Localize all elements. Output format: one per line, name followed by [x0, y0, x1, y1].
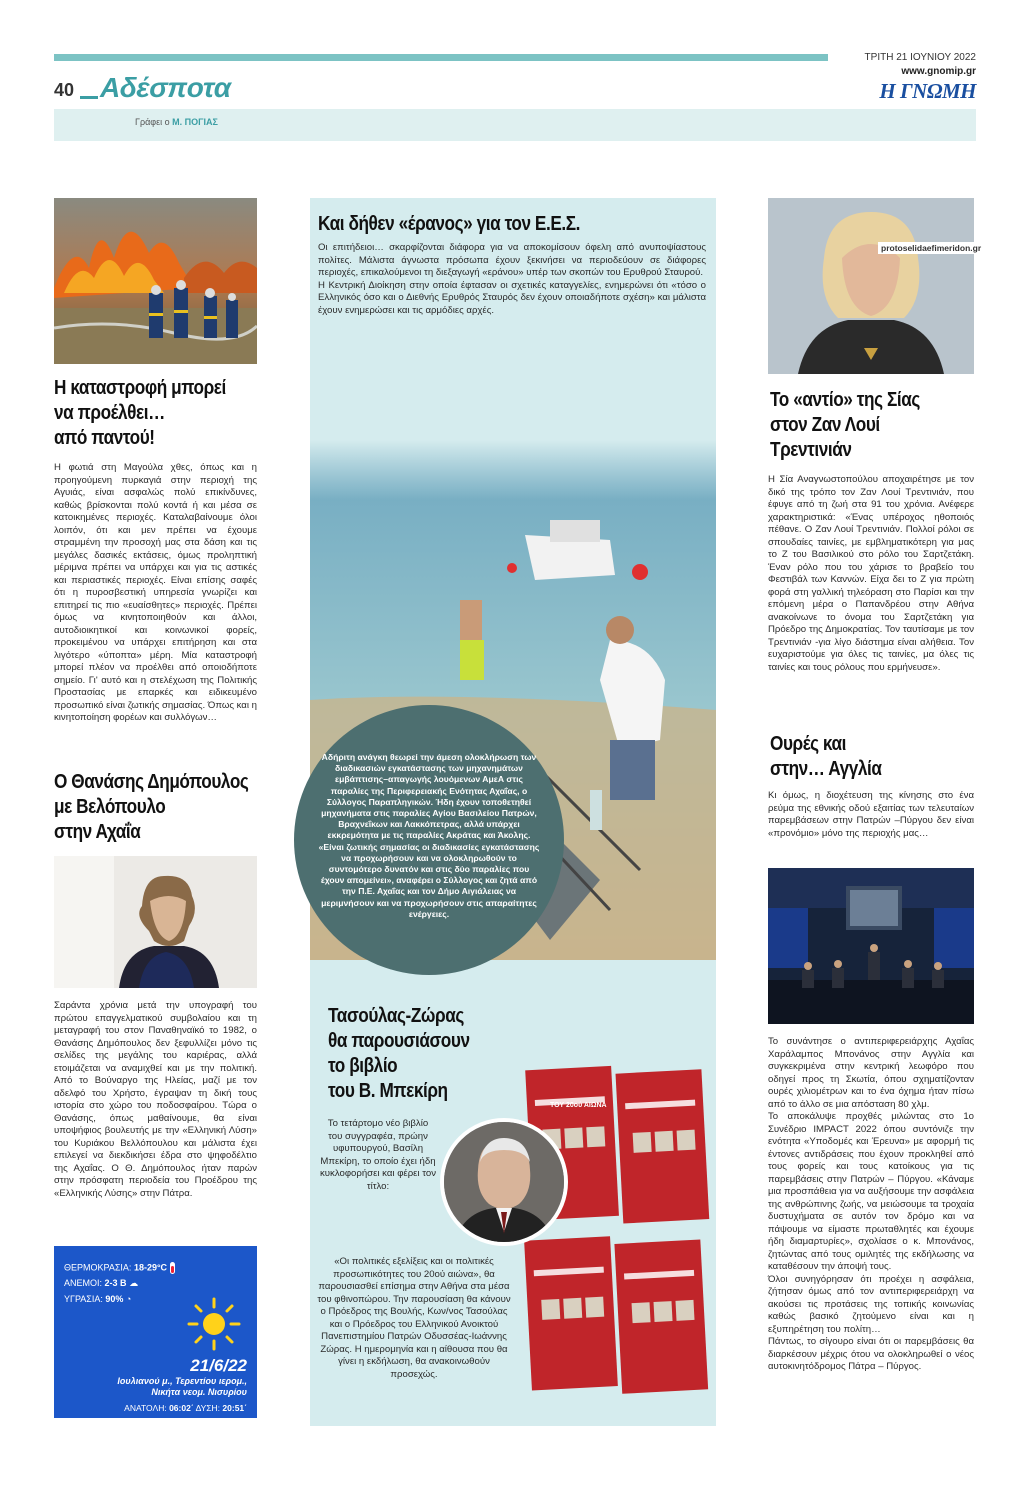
queues-intro: Κι όμως, η διοχέτευση της κίνησης στο ένα ρεύμα της εθνικής οδού εξαιτίας των τελευταίων παρεμβάσεων στην Πατρών –Πύργου δεν είναι «προνόμιο» μόνο της περιοχής μας…: [768, 790, 974, 839]
thermometer-icon: [170, 1262, 175, 1274]
queues-paragraph: Το συνάντησε ο αντιπεριφερειάρχης Αχαΐας Χαράλαμπος Μπονάνος στην Αγγλία και συγκεκριμένα στην κεντρική λεωφόρο που οδηγεί προς τη Σκωτία, όπου σχηματίζονταν ουρές χιλιομέτρων και το ένα όχημα ήταν πίσω από το άλλο σε μια απόσταση 80 χλμ.: [768, 1036, 974, 1110]
weather-temp: [64, 1262, 175, 1274]
fire-photo-icon: [54, 198, 257, 364]
section-dash: [80, 96, 98, 99]
wind-icon: ☁: [129, 1278, 139, 1288]
sunrise-label: ΑΝΑΤΟΛΗ:: [124, 1403, 167, 1413]
page-number: 40: [54, 80, 75, 100]
date: ΤΡΙΤΗ 21 ΙΟΥΝΙΟΥ 2022: [864, 52, 976, 63]
weather-temp-label: ΘΕΡΜΟΚΡΑΣΙΑ:: [64, 1262, 132, 1273]
article1-body: Η φωτιά στη Μαγούλα χθες, όπως και η προηγούμενη πυρκαγιά στην περιοχή της Αγυιάς, είναι ασφαλώς πολύ επικίνδυνες, καθώς βρίσκονται πολύ κοντά ή και μέσα σε κατοικημένες περιοχές. Καταλαβαίνουμε όλοι λοιπόν, ότι και μεν πρέπει να έχουμε στραμμένη την προσοχή μας στα δάση και τις μεγάλες δασικές εκτάσεις, όμως προληπτική μέριμνα πρέπει να υπάρχει και για τις αστικές και περιαστικές περιοχές. Είναι επίσης σαφές ότι η πυροσβεστική υπηρεσία γνωρίζει και επιτηρεί τις πιο «ευαίσθητες» περιοχές. Πρέπει όμως να κινητοποιηθούν και άλλοι, αυτοδιοικητικοί και κοινωνικοί φορείς, προκειμένου να υπάρχει επιτήρηση και στα λιγότερο «ύποπτα» μέρη. Μία καταστροφή μπορεί πλέον να προέλθει από οποιοδήποτε σημείο. Γι' αυτό και η στελέχωση της Πολιτικής Προστασίας με επαρκές και ειδικευμένο προσωπικό είναι ζωτικής σημασίας. Όπως και η κινητοποίηση φορέων και συλλόγων…: [54, 462, 257, 723]
ees-body: [318, 242, 706, 317]
ees-paragraph: Η Κεντρική Διοίκηση στην οποία έφτασαν οι σχετικές καταγγελίες, ενημερώνει ότι «τόσο ο Ελληνικός όσο και ο Διεθνής Ερυθρός Σταυρός δεν έχουν οποιαδήποτε σχέση» και μάλιστα έχουν ενημερώσει και τις αρμόδιες αρχές.: [318, 279, 706, 316]
book-covers: [514, 1056, 714, 1416]
byline: [135, 117, 218, 127]
book-covers-icon: [514, 1056, 714, 1416]
sun-icon: [186, 1296, 242, 1352]
headline-line: με Βελόπουλο: [54, 796, 166, 818]
section-title: Αδέσποτα: [100, 72, 231, 103]
weather-wind-label: ΑΝΕΜΟΙ:: [64, 1278, 103, 1288]
headline-line: θα παρουσιάσουν: [328, 1030, 470, 1052]
headline-line: Το «αντίο» της Σίας: [770, 389, 920, 411]
headline-line: Η καταστροφή μπορεί: [54, 377, 226, 399]
fire-photo: [54, 198, 257, 364]
top-accent-bar: [54, 54, 828, 61]
humidity-icon: ◔: [125, 1294, 132, 1304]
dimopoulos-photo: [54, 856, 257, 988]
weather-date: 21/6/22: [190, 1356, 247, 1375]
sia-headline: [770, 388, 968, 463]
headline-line: Τασούλας-Ζώρας: [328, 1005, 464, 1027]
sia-body: Η Σία Αναγνωστοπούλου αποχαιρέτησε με τον δικό της τρόπο τον Ζαν Λουί Τρεντινιάν, που έφυγε από τη ζωή στα 91 του χρόνια. Ανέφερε χαρακτηριστικά: «Ένας υπέροχος ηθοποιός πέθανε. Ο Ζαν Λουί Τρεντινιάν. Πολλοί ρόλοι σε σπουδαίες ταινίες, με εμβληματικότερη για μας το Ζ του Βασιλικού στο ρόλο του Σαρτζετάκη. Έναν ρόλο που του χάρισε το βραβείο του Φεστιβάλ των Καννών. Είχα δει το Ζ για πρώτη φορά στη γαλλική τηλεόραση στο Παρίσι και την επόμενη μέρα ο Παπανδρέου στην Αθήνα ανακοίνωνε το όνομα του Σαρτζετάκη για Πρόεδρο της Δημοκρατίας. Τον ταυτίσαμε με τον Τρεντινιάν -για λίγο διάστημα είναι αλήθεια. Τον ευχαριστούμε για όλες τις ταινίες, μα όλες τις ταινίες και τους ρόλους που ερμήνευσε».: [768, 474, 974, 673]
weather-temp-value: 18-29°C: [133, 1262, 168, 1273]
saints-line: Νικήτα νεομ. Νισυρίου: [151, 1387, 247, 1397]
book-series-title: ΤΟΥ 20ού ΑΙΩΝΑ: [550, 1102, 607, 1109]
queues-paragraph: Όλοι συνηγόρησαν ότι προέχει η ασφάλεια, ζήτησαν όμως από τον αντιπεριφερειάρχη να ακούσει τις προτάσεις της τοπικής κοινωνίας καθώς βασικό ζητούμενο είναι και η εξυπηρέτηση του πολίτη…: [768, 1273, 974, 1335]
paraplegic-circle-text: Αδήριτη ανάγκη θεωρεί την άμεση ολοκλήρωση των διαδικασιών εγκατάστασης των μηχανημάτων εμβάπτισης–απαγωγής λουόμενων ΑμεΑ στις παραλίες της Περιφερειακής Ενότητας Αχαΐας, ο Σύλλογος Παραπληγικών. Ήδη έχουν τοποθετηθεί μηχανήματα στις παραλίες Αγίου Βασιλείου Πατρών, Βραχνεΐκων και Λακκόπετρας, αλλά υπάρχει εκκρεμότητα με τις παραλίες Ακράτας και Άκολης. «Είναι ζωτικής σημασίας οι διαδικασίες εγκατάστασης να προχωρήσουν και να ολοκληρωθούν το συντομότερο δυνατόν και στις δύο παραλίες που έχουν απομείνει», αναφέρει ο Σύλλογος και ζητά από την Π.Ε. Αχαΐας και τον Δήμο Αιγιάλειας να μεριμνήσουν και να προχωρήσουν στις απαραίτητες ενέργειες.: [318, 752, 540, 919]
weather-wind: [64, 1278, 138, 1289]
byline-author: Μ. ΠΟΓΙΑΣ: [172, 117, 218, 127]
headline-line: στον Ζαν Λουί: [770, 414, 880, 436]
headline-line: από παντού!: [54, 427, 155, 449]
byline-prefix: Γράφει ο: [135, 117, 173, 127]
article1-headline: [54, 376, 252, 451]
sia-photo: [768, 198, 974, 374]
weather-sun-times: [124, 1403, 247, 1413]
weather-wind-value: 2-3 Β: [104, 1278, 127, 1288]
headline-line: το βιβλίο: [328, 1055, 398, 1077]
headline-line: Τρεντινιάν: [770, 439, 852, 461]
headline-line: να προέλθει…: [54, 402, 165, 424]
weather-box: [54, 1246, 257, 1418]
weather-humidity: [64, 1294, 131, 1304]
headline-line: στην Αχαΐα: [54, 821, 141, 843]
queues-headline: [770, 732, 968, 782]
weather-humidity-label: ΥΓΡΑΣΙΑ:: [64, 1294, 103, 1304]
weather-saints: [117, 1376, 247, 1398]
article2-headline: [54, 770, 252, 845]
headline-line: στην… Αγγλία: [770, 758, 882, 780]
headline-line: Ουρές και: [770, 733, 847, 755]
headline-line: Ο Θανάσης Δημόπουλος: [54, 771, 249, 793]
conference-photo: [768, 868, 974, 1024]
sunset-value: 20:51΄: [222, 1403, 247, 1413]
book-body-wide: «Οι πολιτικές εξελίξεις και οι πολιτικές προσωπικότητες του 20ού αιώνα», θα παρουσιασθεί επίσημα στην Αθήνα στα μέσα του φθινοπώρου. Την παρουσίαση θα κάνουν ο Πρόεδρος της Βουλής, Κων/νος Τασούλας και ο Πρόεδρος του Ελληνικού Ανοικτού Πανεπιστημίου Πατρών Οδυσσέας-Ιωάννης Ζώρας. Η ημερομηνία και η αίθουσα που θα γίνει η εκδήλωση, θα ανακοινωθούν προσεχώς.: [317, 1256, 511, 1380]
book-headline: [328, 1004, 500, 1104]
conference-stage-photo-icon: [768, 868, 974, 1024]
sunset-label: ΔΥΣΗ:: [195, 1403, 221, 1413]
weather-humidity-value: 90%: [105, 1294, 124, 1304]
watermark: protoselidaefimeridon.gr: [878, 242, 984, 254]
headline-line: του Β. Μπεκίρη: [328, 1080, 448, 1102]
bekiris-portrait: [440, 1118, 568, 1246]
queues-body: [768, 1036, 974, 1374]
saints-line: Ιουλιανού μ., Τερεντίου ιερομ.,: [117, 1376, 247, 1386]
man-portrait-icon: [54, 856, 257, 988]
woman-portrait-icon: [768, 198, 974, 374]
sunrise-value: 06:02΄: [169, 1403, 194, 1413]
book-body-narrow: Το τετάρτομο νέο βιβλίο του συγγραφέα, πρώην υφυπουργού, Βασίλη Μπεκίρη, το οποίο έχει ήδη κυκλοφορήσει και φέρει τον τίτλο:: [320, 1118, 437, 1192]
website: www.gnomip.gr: [901, 66, 976, 77]
queues-paragraph: Πάντως, το σίγουρο είναι ότι οι παρεμβάσεις θα διαρκέσουν μέχρις ότου να ολοκληρωθεί ο νέος αυτοκινητόδρομος Πάτρα – Πύργος.: [768, 1336, 974, 1372]
article2-body: Σαράντα χρόνια μετά την υπογραφή του πρώτου επαγγελματικού συμβολαίου και τη μεταγραφή του στον Παναθηναϊκό το 1982, ο Θανάσης Δημόπουλος δεν ξεφυλλίζει μόνο τις σελίδες της μεγάλης του καριέρας, αλλά ετοιμάζεται να αναμιχθεί και με την πολιτική. Από το Βούναργο της Ηλείας, μαζί με τον αδελφό του Χρήστο, έγραψαν τη δική τους ιστορία στο χώρο του ποδοσφαίρου. Τώρα ο Θανάσης, όπως μαθαίνουμε, θα είναι υποψήφιος βουλευτής με την «Ελληνική Λύση» του Κυριάκου Βελλόπουλου και μάλιστα έχει επιλεγεί να διεκδικήσει έδρα στο ψηφοδέλτιο της Αχαΐας. Ο Θ. Δημόπουλος ήταν παρών στην πρόσφατη περιοδεία του Προέδρου της «Ελληνικής Λύσης» στην Πάτρα.: [54, 1000, 257, 1199]
newspaper-logo: Η ΓΝΩΜΗ: [879, 79, 976, 103]
elderly-man-portrait-icon: [444, 1122, 564, 1242]
queues-paragraph: Το αποκάλυψε προχθές μιλώντας στο 1ο Συνέδριο IMPACT 2022 όπου συντόνιζε την ενότητα «Υποδομές και Έρευνα» με αφορμή τις έντονες αντιδράσεις που έχουν προκληθεί από τους φορείς και τους κατοίκους για τις παρεμβάσεις στην Πατρών – Πύργου. «Κάναμε μια προσπάθεια για να αυξήσουμε την ασφάλεια της ανθρώπινης ζωής, να μειώσουμε τα τροχαία δυστυχήματα σε αυτόν τον δρόμο και να πάψουμε να είμαστε πρωταθλητές και έχουμε ήδη διαμαρτυρίες», σχολίασε ο κ. Μπονάνος, ζητώντας από τους ομιλητές της εκδήλωσης να καταθέσουν την άποψή τους.: [768, 1111, 974, 1272]
ees-headline: Και δήθεν «έρανος» για τον Ε.Ε.Σ.: [318, 213, 580, 235]
ees-paragraph: Οι επιτήδειοι… σκαρφίζονται διάφορα για να αποκομίσουν όφελη από ανυποψίαστους πολίτες. Μάλιστα άγνωστα πρόσωπα έχουν ξεκινήσει να περιοδεύουν σε διάφορες περιοχές, επικαλούμενοι τη διεξαγωγή «εράνου» υπέρ των σκοπών του Ερυθρού Σταυρού.: [318, 242, 706, 278]
